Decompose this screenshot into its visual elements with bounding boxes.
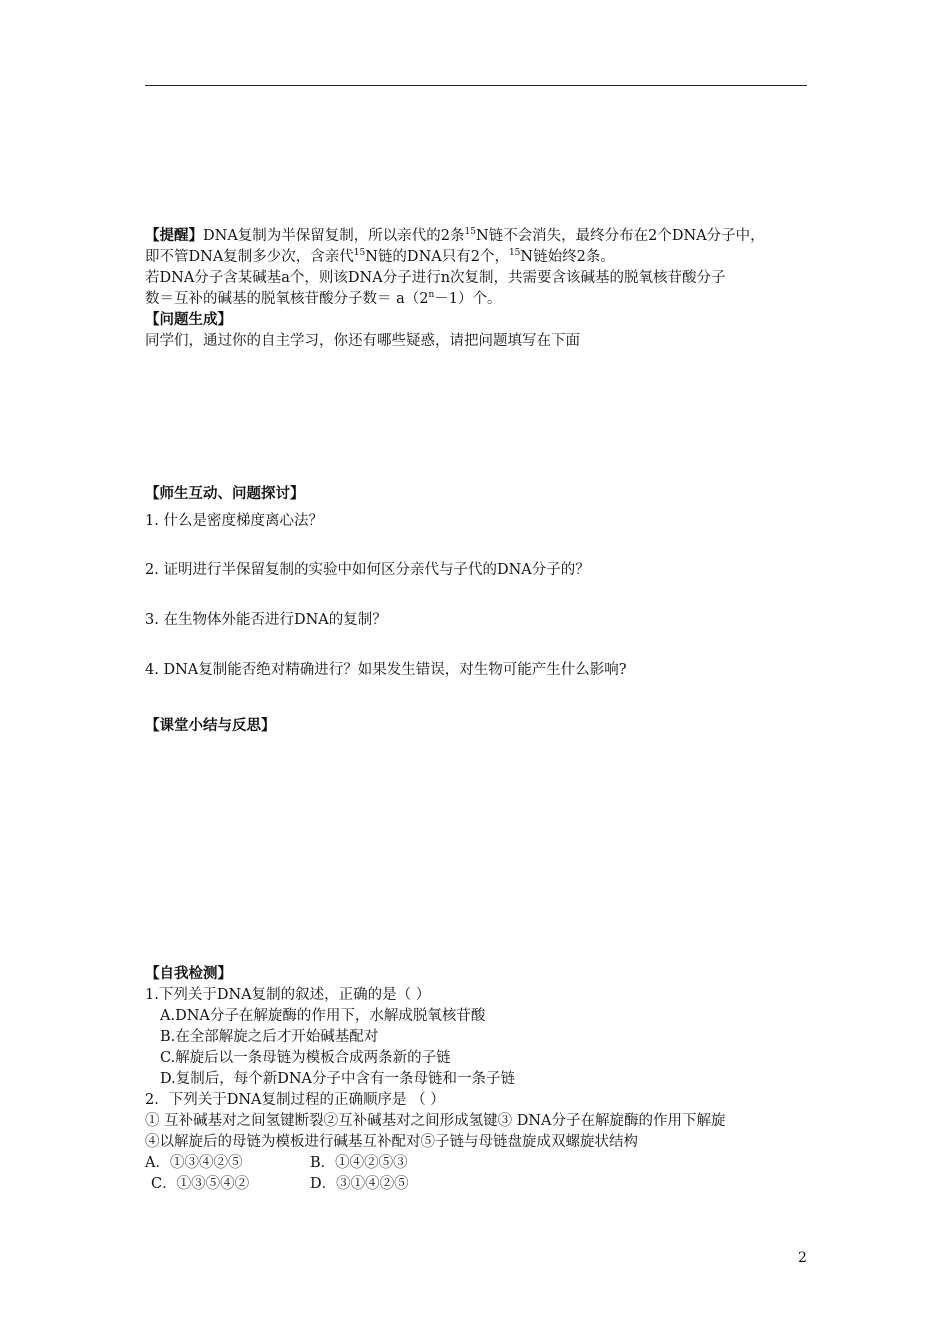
discussion-question-1: 1. 什么是密度梯度离心法？ bbox=[145, 513, 323, 529]
q1-option-d: D.复制后，每个新DNA分子中含有一条母链和一条子链 bbox=[160, 1071, 516, 1087]
reminder-section bbox=[145, 226, 825, 352]
discussion-question-2: 2. 证明进行半保留复制的实验中如何区分亲代与子代的DNA分子的？ bbox=[145, 562, 590, 578]
self-test-section bbox=[145, 964, 825, 1195]
q2-line-1: ① 互补碱基对之间氢键断裂②互补碱基对之间形成氢键③ DNA分子在解旋酶的作用下解旋 bbox=[145, 1113, 726, 1129]
q2-options-row-1 bbox=[145, 1153, 825, 1174]
page-number: 2 bbox=[798, 1250, 807, 1266]
reminder-line-4: 数＝互补的碱基的脱氧核苷酸分子数＝ $a(2^n-1)$个。 bbox=[145, 290, 502, 307]
problem-generation-heading: 【问题生成】 bbox=[145, 312, 232, 328]
summary-heading: 【课堂小结与反思】 bbox=[145, 718, 276, 734]
q2-option-d: D．③①④②⑤ bbox=[310, 1176, 409, 1192]
q1-stem: 1.下列关于DNA复制的叙述，正确的是（ ） bbox=[145, 987, 431, 1003]
q1-option-b: B.在全部解旋之后才开始碱基配对 bbox=[160, 1029, 379, 1045]
discussion-heading: 【师生互动、问题探讨】 bbox=[145, 486, 305, 502]
q2-option-c: C．①③⑤④② bbox=[151, 1176, 250, 1192]
reminder-line-2: 即不管DNA复制多少次，含亲代$^{15}$N链的DNA只有2个，$^{15}$N链始终2条。 bbox=[145, 248, 615, 265]
reminder-line-1: 【提醒】DNA复制为半保留复制，所以亲代的2条$^{15}$N链不会消失，最终分布在2个DNA分子中， bbox=[145, 227, 765, 244]
header-rule bbox=[145, 85, 807, 86]
self-test-heading: 【自我检测】 bbox=[145, 966, 232, 982]
q2-stem: 2．下列关于DNA复制过程的正确顺序是 （ ） bbox=[145, 1092, 445, 1108]
q1-option-a: A.DNA分子在解旋酶的作用下，水解成脱氧核苷酸 bbox=[160, 1008, 486, 1024]
q2-line-2: ④以解旋后的母链为模板进行碱基互补配对⑤子链与母链盘旋成双螺旋状结构 bbox=[145, 1134, 638, 1150]
problem-generation-text: 同学们，通过你的自主学习，你还有哪些疑惑，请把问题填写在下面 bbox=[145, 333, 580, 349]
q2-option-b: B．①④②⑤③ bbox=[310, 1155, 408, 1171]
q2-options-row-2 bbox=[145, 1174, 825, 1195]
q2-option-a: A．①③④②⑤ bbox=[145, 1155, 243, 1171]
discussion-question-4: 4. DNA复制能否绝对精确进行？如果发生错误，对生物可能产生什么影响? bbox=[145, 662, 627, 678]
q1-option-c: C.解旋后以一条母链为模板合成两条新的子链 bbox=[160, 1050, 451, 1066]
reminder-label: 【提醒】 bbox=[145, 228, 203, 244]
reminder-line-3: 若DNA分子含某碱基a个，则该DNA分子进行n次复制，共需要含该碱基的脱氧核苷酸分子 bbox=[145, 270, 726, 286]
discussion-question-3: 3. 在生物体外能否进行DNA的复制？ bbox=[145, 612, 387, 628]
